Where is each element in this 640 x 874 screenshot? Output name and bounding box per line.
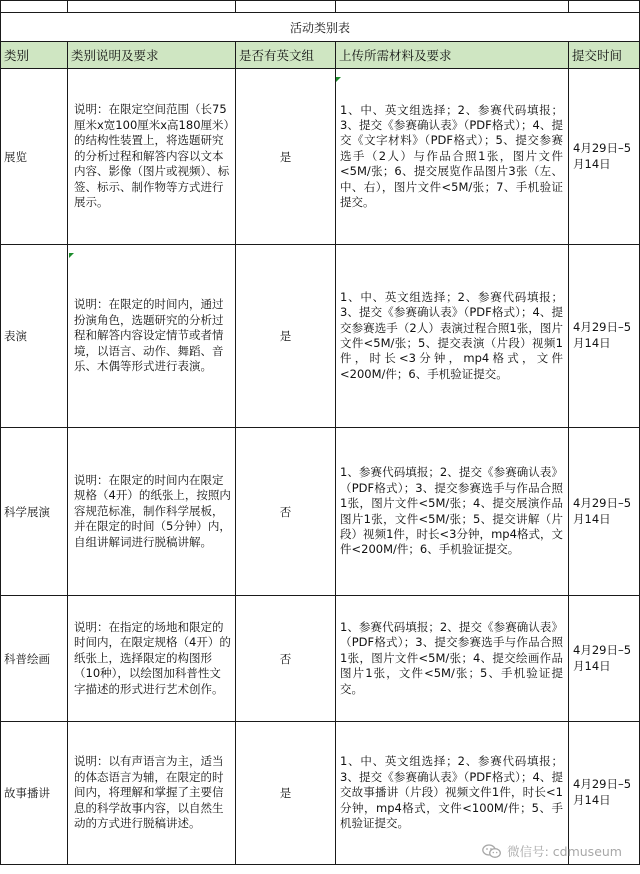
watermark (482, 842, 622, 860)
header-materials[interactable]: 上传所需材料及要求 (336, 42, 569, 69)
category-cell[interactable]: 故事播讲 (1, 722, 68, 865)
description-cell[interactable]: 说明：在限定的时间内，通过扮演角色，选题研究的分析过程和解答内容设定情节或者情境，以语言、动作、舞蹈、音乐、木偶等形式进行表演。 (68, 245, 236, 428)
english-group-cell[interactable]: 是 (236, 722, 336, 865)
title-row (1, 13, 640, 42)
materials-cell[interactable]: 1、中、英文组选择；2、参赛代码填报；3、提交《参赛确认表》（PDF格式）；4、提交故事播讲（片段）视频文件1件，时长<1分钟，mp4格式，文件<100M/件；5、手机验证提交。 (336, 722, 569, 865)
english-group-cell[interactable]: 否 (236, 428, 336, 596)
english-group-cell[interactable]: 是 (236, 245, 336, 428)
category-cell[interactable]: 表演 (1, 245, 68, 428)
sheet-top-band (1, 1, 640, 13)
table-row (1, 245, 640, 428)
wechat-icon (482, 844, 502, 859)
header-category[interactable]: 类别 (1, 42, 68, 69)
description-cell[interactable]: 说明：在限定的时间内在限定规格（4开）的纸张上，按照内容规范标准，制作科学展板，并在限定的时间（5分钟）内，自组讲解词进行脱稿讲解。 (68, 428, 236, 596)
watermark-text: 微信号: cdmuseum (507, 844, 622, 859)
blank-cell[interactable] (569, 1, 640, 13)
header-english-group[interactable]: 是否有英文组 (236, 42, 336, 69)
category-cell[interactable]: 科学展演 (1, 428, 68, 596)
submit-time-cell[interactable]: 4月29日–5月14日 (569, 596, 640, 722)
blank-cell[interactable] (236, 1, 336, 13)
header-submit-time[interactable]: 提交时间 (569, 42, 640, 69)
header-row (1, 42, 640, 69)
table-title[interactable]: 活动类别表 (1, 13, 640, 42)
submit-time-cell[interactable]: 4月29日–5月14日 (569, 722, 640, 865)
cell-comment-marker (336, 77, 341, 82)
submit-time-cell[interactable]: 4月29日–5月14日 (569, 245, 640, 428)
materials-cell[interactable]: 1、中、英文组选择；2、参赛代码填报；3、提交《参赛确认表》（PDF格式）；4、提交参赛选手（2人）表演过程合照1张，图片文件<5M/张；5、提交表演（片段）视频1件，时长<3分钟，mp4格式，文件<200M/件；6、手机验证提交。 (336, 245, 569, 428)
blank-cell[interactable] (336, 1, 569, 13)
english-group-cell[interactable]: 否 (236, 596, 336, 722)
cell-comment-marker (69, 253, 74, 258)
description-cell[interactable]: 说明：在限定空间范围（长75厘米x宽100厘米x高180厘米）的结构性装置上，将选题研究的分析过程和解答内容以文本内容、影像（图片或视频）、标签、标示、制作物等方式进行展示。 (68, 69, 236, 245)
english-group-cell[interactable]: 是 (236, 69, 336, 245)
materials-cell[interactable]: 1、参赛代码填报；2、提交《参赛确认表》（PDF格式）；3、提交参赛选手与作品合照1张，图片文件<5M/张；4、提交绘画作品图片1张，文件<5M/张；5、手机验证提交。 (336, 596, 569, 722)
table-row (1, 428, 640, 596)
header-description[interactable]: 类别说明及要求 (68, 42, 236, 69)
table-row (1, 596, 640, 722)
materials-cell[interactable]: 1、中、英文组选择；2、参赛代码填报；3、提交《参赛确认表》（PDF格式）；4、提交《文字材料》（PDF格式）；5、提交参赛选手（2人）与作品合照1张，图片文件<5M/张；6、提交展览作品图片3张（左、中、右），图片文件<5M/张；7、手机验证提交。 (336, 69, 569, 245)
table-row (1, 69, 640, 245)
submit-time-cell[interactable]: 4月29日–5月14日 (569, 69, 640, 245)
category-cell[interactable]: 科普绘画 (1, 596, 68, 722)
description-cell[interactable]: 说明：在指定的场地和限定的时间内，在限定规格（4开）的纸张上，选择限定的构图形（10种），以绘图加科普性文字描述的形式进行艺术创作。 (68, 596, 236, 722)
submit-time-cell[interactable]: 4月29日–5月14日 (569, 428, 640, 596)
category-cell[interactable]: 展览 (1, 69, 68, 245)
blank-cell[interactable] (68, 1, 236, 13)
blank-cell[interactable] (1, 1, 68, 13)
description-cell[interactable]: 说明：以有声语言为主，适当的体态语言为辅，在限定的时间内，将理解和掌握了主要信息的科学故事内容，以自然生动的方式进行脱稿讲述。 (68, 722, 236, 865)
materials-cell[interactable]: 1、参赛代码填报；2、提交《参赛确认表》（PDF格式）；3、提交参赛选手与作品合照1张，图片文件<5M/张；4、提交展演作品图片1张，文件<5M/张；5、提交讲解（片段）视频1件，时长<3分钟，mp4格式，文件<200M/件；6、手机验证提交。 (336, 428, 569, 596)
